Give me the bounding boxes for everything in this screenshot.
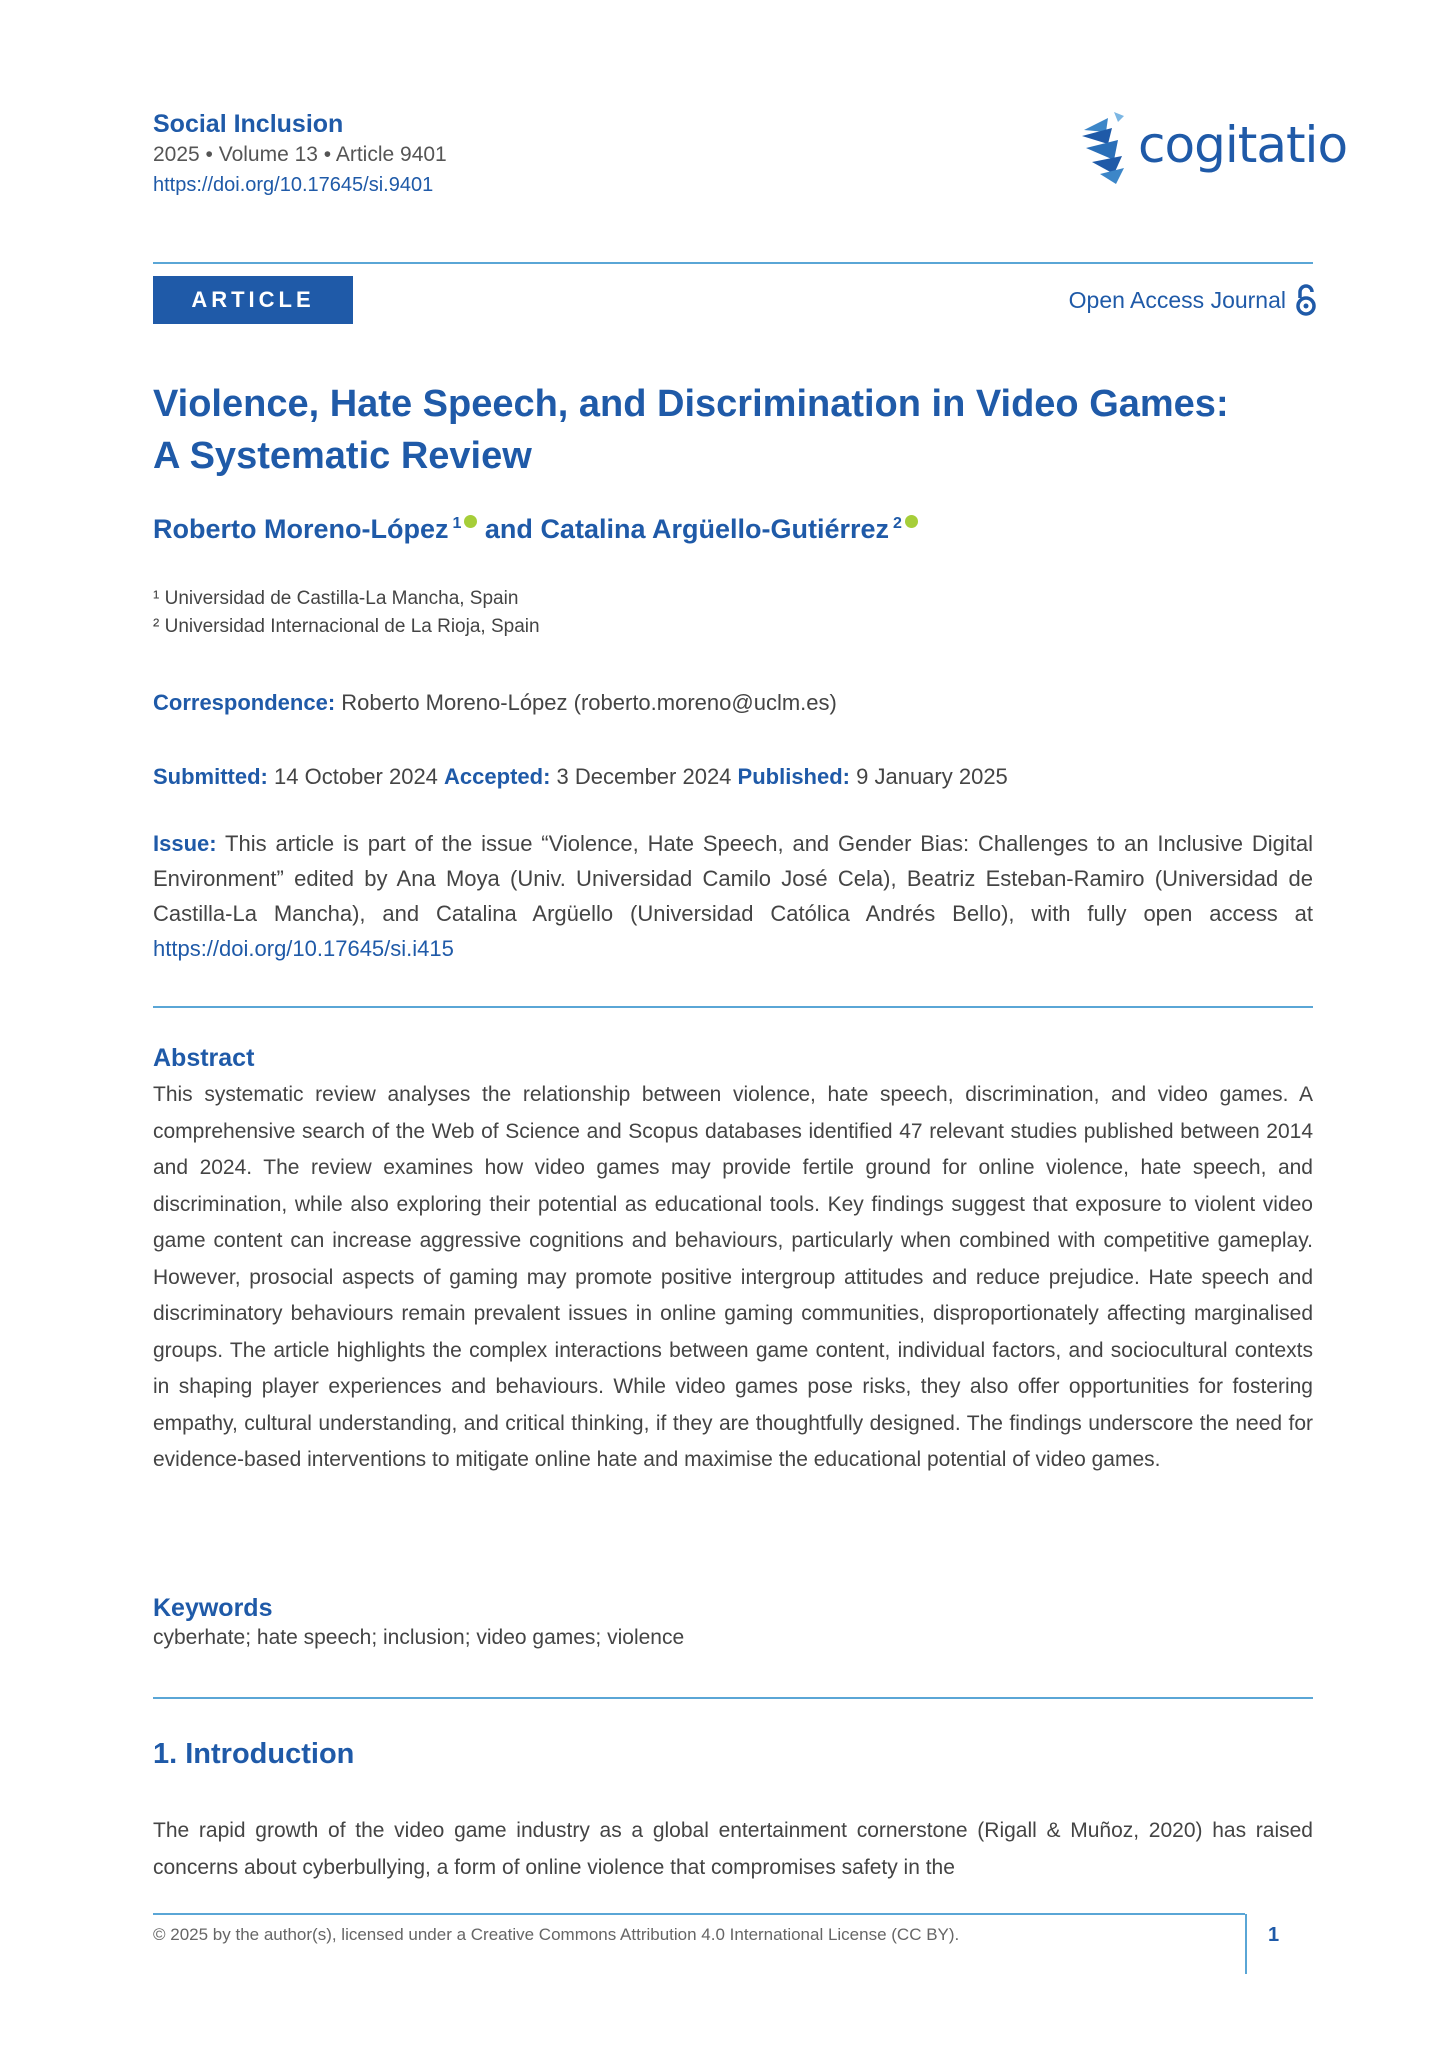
dates-line [153,764,1008,790]
article-type-badge: ARTICLE [153,276,353,324]
submitted-date: 14 October 2024 [274,764,438,789]
keywords-heading: Keywords [153,1594,273,1622]
article-doi-link[interactable]: https://doi.org/10.17645/si.9401 [153,174,434,196]
keywords-text: cyberhate; hate speech; inclusion; video games; violence [153,1626,685,1649]
correspondence-label: Correspondence: [153,690,336,715]
author-2-affiliation-marker: 2 [893,515,902,532]
accepted-label: Accepted: [444,764,551,789]
article-title [153,378,1313,482]
introduction-text: The rapid growth of the video game industry as a global entertainment cornerstone (Rigall & Muñoz, 2020) has raised concerns about cyberbullying, a form of online violence that compromises safety in the [153,1819,1313,1879]
header-rule [153,262,1313,264]
journal-meta: 2025 • Volume 13 • Article 9401 [153,143,447,166]
author-1-affiliation-marker: 1 [452,515,462,532]
introduction-heading: 1. Introduction [153,1738,355,1770]
cogitatio-logo[interactable] [1078,110,1348,190]
author-2-name[interactable]: Catalina Argüello-Gutiérrez [540,514,889,544]
affiliation-2: ² Universidad Internacional de La Rioja, Spain [153,616,540,637]
article-title-line-1: Violence, Hate Speech, and Discrimination in Video Games: [153,383,1229,425]
orcid-icon[interactable] [464,515,477,528]
abstract-heading: Abstract [153,1044,255,1072]
open-access-lock-icon [1294,284,1318,316]
issue-doi-link[interactable]: https://doi.org/10.17645/si.i415 [153,936,454,961]
article-title-line-2: A Systematic Review [153,435,532,477]
orcid-icon[interactable] [905,515,918,528]
section-rule [153,1697,1313,1699]
correspondence-value[interactable]: Roberto Moreno-López (roberto.moreno@uclm.es) [341,690,837,715]
author-conjunction: and [484,514,533,544]
affiliation-1: ¹ Universidad de Castilla-La Mancha, Spain [153,588,519,609]
correspondence-line [153,690,837,716]
published-date: 9 January 2025 [856,764,1008,789]
footer-rule [153,1913,1245,1915]
issue-text: This article is part of the issue “Violence, Hate Speech, and Gender Bias: Challenges to an Inclusive Digital Environment” edited by Ana Moya (Univ. Universidad Camilo José Cela), Beatriz Esteban-Ramiro (Universidad de Castilla-La Mancha), and Catalina Argüello (Universidad Católica Andrés Bello), with fully open access at [153,831,1313,926]
author-1-name[interactable]: Roberto Moreno-López [153,514,449,544]
published-label: Published: [737,764,850,789]
issue-label: Issue: [153,831,217,856]
license-note[interactable]: © 2025 by the author(s), licensed under a Creative Commons Attribution 4.0 International License (CC BY). [153,1925,960,1944]
open-access-label [1069,284,1318,316]
abstract-text: This systematic review analyses the relationship between violence, hate speech, discrimination, and video games. A comprehensive search of the Web of Science and Scopus databases identified 47 relevant studies published between 2014 and 2024. The review examines how video games may provide fertile ground for online violence, hate speech, and discrimination, while also exploring their potential as educational tools. Key findings suggest that exposure to violent video game content can increase aggressive cognitions and behaviours, particularly when combined with competitive gameplay. However, prosocial aspects of gaming may promote positive intergroup attitudes and reduce prejudice. Hate speech and discriminatory behaviours remain prevalent issues in online gaming communities, disproportionately affecting marginalised groups. The article highlights the complex interactions between game content, individual factors, and sociocultural contexts in shaping player experiences and behaviours. While video games pose risks, they also offer opportunities for fostering empathy, cultural understanding, and critical thinking, if they are thoughtfully designed. The findings underscore the need for evidence-based interventions to mitigate online hate and maximise the educational potential of video games. [153,1083,1313,1471]
issue-note [153,826,1313,966]
cogitatio-logo-icon [1078,110,1136,190]
footer-divider [1245,1914,1247,1974]
journal-name[interactable]: Social Inclusion [153,110,344,138]
logo-text: cogitatio [1138,116,1348,174]
accepted-date: 3 December 2024 [556,764,732,789]
section-rule [153,1006,1313,1008]
submitted-label: Submitted: [153,764,268,789]
page-number: 1 [1268,1924,1280,1946]
author-list [153,514,918,545]
open-access-text: Open Access Journal [1068,286,1286,313]
